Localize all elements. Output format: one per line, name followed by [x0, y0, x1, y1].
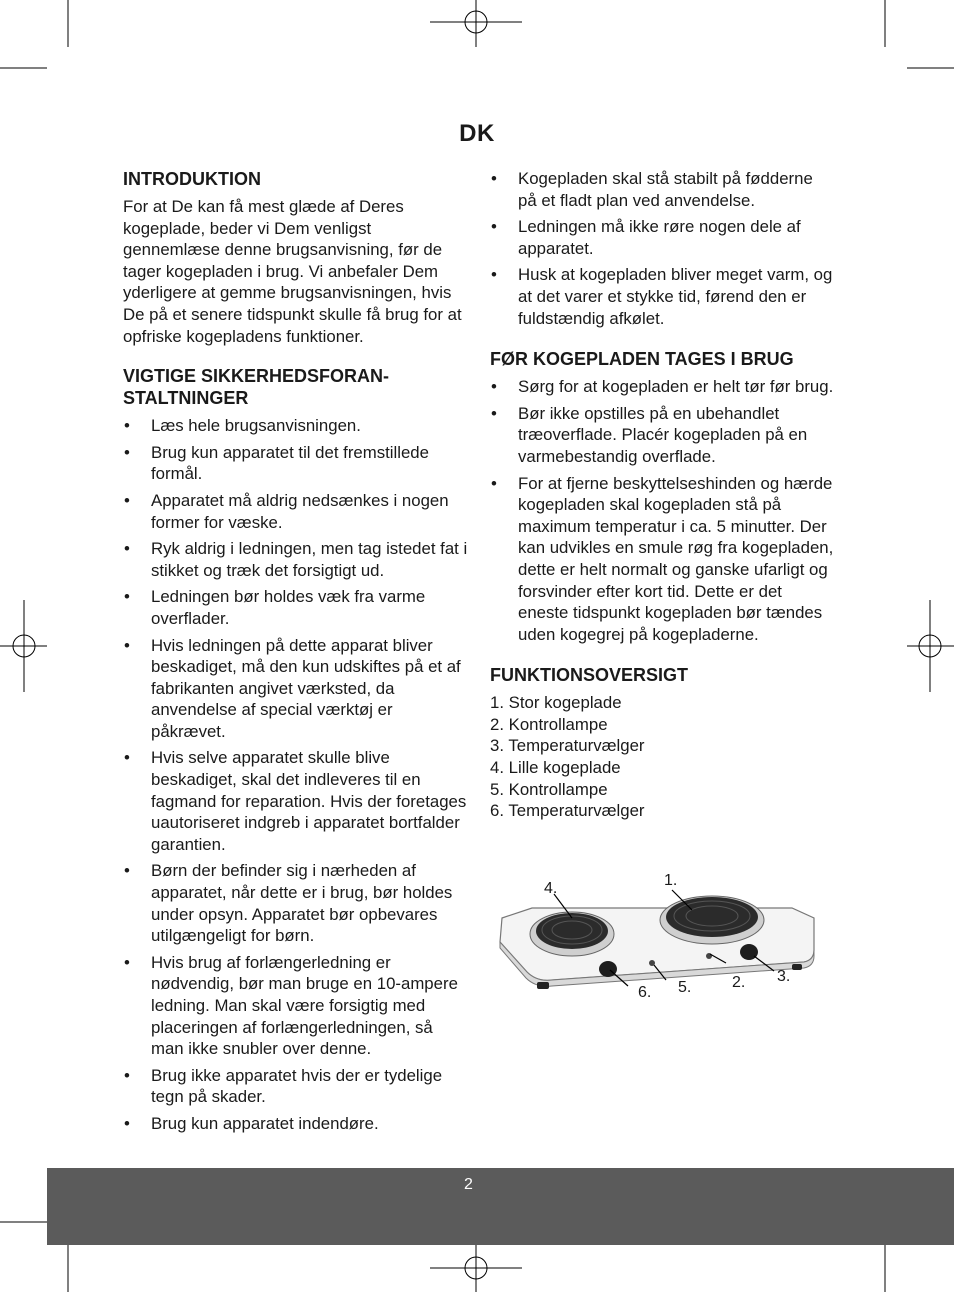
language-heading: DK	[459, 120, 495, 147]
bullet-glyph: •	[124, 1113, 130, 1133]
left-column	[123, 168, 468, 1140]
overview-item: 4. Lille kogeplade	[490, 758, 621, 778]
bullet-glyph: •	[491, 403, 497, 423]
bullet-glyph: •	[124, 442, 130, 462]
bullet-item	[490, 376, 835, 398]
bullet-item	[490, 473, 835, 646]
bullet-glyph: •	[124, 1065, 130, 1085]
overview-item: 1. Stor kogeplade	[490, 693, 622, 713]
safety-heading	[123, 365, 468, 409]
before-use-heading: FØR KOGEPLADEN TAGES I BRUG	[490, 349, 794, 370]
bullet-text: Børn der befinder sig i nærheden af apparatet, når dette er i brug, bør holdes under opsyn. Apparatet bør opbevares utilgængeligt for børn.	[151, 861, 453, 946]
intro-text: For at De kan få mest glæde af Deres kogeplade, beder vi Dem venligst gennemlæse denne brugsanvisning, før de tager kogepladen i brug. Vi anbefaler Dem yderligere at gemme brugsanvisningen, hvis De på et senere tidspunkt skulle få brug for at opfriske kogepladens funktioner.	[123, 197, 462, 346]
bullet-item	[123, 1113, 468, 1135]
page-number: 2	[464, 1176, 473, 1193]
bullet-text: Sørg for at kogepladen er helt tør før brug.	[518, 377, 834, 397]
figure-label-3: 3.	[777, 968, 791, 985]
overview-item: 3. Temperaturvælger	[490, 736, 645, 756]
bullet-item	[123, 415, 468, 437]
bullet-glyph: •	[491, 217, 497, 237]
before-use-list	[490, 376, 835, 645]
bullet-text: For at fjerne beskyttelseshinden og hærde kogepladen skal kogepladen stå på maximum temperatur i ca. 5 minutter. Der kan udvikles en smule røg fra kogepladen, dette er helt normalt og ganske ufarligt og forsvinder efter kort tid. Dette er det eneste tidspunkt kogepladen bør tændes uden kogegrej på kogepladerne.	[518, 473, 834, 644]
bullet-item	[123, 490, 468, 533]
bullet-glyph: •	[124, 861, 130, 881]
bullet-glyph: •	[124, 416, 130, 436]
bullet-item	[490, 168, 835, 211]
overview-item: 2. Kontrollampe	[490, 714, 608, 734]
bullet-glyph: •	[491, 169, 497, 188]
bullet-glyph: •	[124, 635, 130, 655]
bullet-glyph: •	[124, 587, 130, 607]
bullet-glyph: •	[124, 952, 130, 972]
overview-item: 5. Kontrollampe	[490, 779, 608, 799]
bullet-text: Brug kun apparatet til det fremstillede formål.	[151, 442, 429, 484]
bullet-text: Husk at kogepladen bliver meget varm, og at det varer et stykke tid, førend den er fuldstændig afkølet.	[518, 265, 833, 328]
bullet-text: Ryk aldrig i ledningen, men tag istedet fat i stikket og træk det forsigtigt ud.	[151, 539, 468, 580]
bullet-item	[490, 216, 835, 259]
bullet-text: Læs hele brugsanvisningen.	[151, 416, 361, 436]
bullet-text: Apparatet må aldrig nedsænkes i nogen former for væske.	[151, 490, 449, 532]
bullet-text: Ledningen må ikke røre nogen dele af apparatet.	[518, 217, 801, 258]
figure-label-6: 6.	[638, 984, 652, 1001]
bullet-item	[123, 952, 468, 1060]
bullet-text: Bør ikke opstilles på en ubehandlet træoverflade. Placér kogepladen på en varmebestandig overflade.	[518, 403, 808, 466]
intro-heading: INTRODUKTION	[123, 169, 261, 189]
safety-heading-line-1: VIGTIGE SIKKERHEDSFORAN-	[123, 366, 390, 387]
bullet-glyph: •	[124, 539, 130, 559]
bullet-text: Kogepladen skal stå stabilt på fødderne på et fladt plan ved anvendelse.	[518, 169, 813, 210]
bullet-text: Hvis brug af forlængerledning er nødvendig, bør man bruge en 10-ampere ledning. Man skal være forsigtig med placeringen af forlængerledningen, så man ikke snubler over denne.	[151, 952, 458, 1059]
figure-label-1: 1.	[664, 872, 678, 889]
footer-bar	[47, 1168, 954, 1245]
figure-label-4: 4.	[544, 880, 558, 897]
safety-list-continued	[490, 168, 835, 329]
bullet-text: Ledningen bør holdes væk fra varme overflader.	[151, 587, 426, 628]
overview-list	[490, 692, 835, 822]
bullet-item	[490, 264, 835, 329]
bullet-item	[123, 747, 468, 855]
bullet-item	[123, 442, 468, 485]
safety-heading-line-2: STALTNINGER	[123, 388, 249, 409]
bullet-item	[123, 860, 468, 946]
right-column	[490, 168, 835, 822]
bullet-text: Brug kun apparatet indendøre.	[151, 1113, 379, 1133]
bullet-item	[123, 586, 468, 629]
bullet-text: Brug ikke apparatet hvis der er tydelige tegn på skader.	[151, 1065, 443, 1107]
bullet-glyph: •	[491, 265, 497, 285]
bullet-item	[490, 403, 835, 468]
hotplate-drawing	[492, 870, 822, 1000]
hotplate-illustration	[492, 870, 822, 1000]
safety-list	[123, 415, 468, 1134]
figure-label-2: 2.	[732, 974, 746, 991]
bullet-glyph: •	[124, 490, 130, 510]
bullet-item	[123, 538, 468, 581]
overview-heading: FUNKTIONSOVERSIGT	[490, 665, 689, 686]
bullet-glyph: •	[124, 748, 130, 768]
bullet-text: Hvis ledningen på dette apparat bliver beskadiget, må den kun udskiftes på et af fabrikanten angivet værksted, da anvendelse af special værktøj er påkrævet.	[151, 635, 461, 741]
bullet-item	[123, 635, 468, 743]
bullet-glyph: •	[491, 377, 497, 397]
figure-label-5: 5.	[678, 979, 692, 996]
bullet-glyph: •	[491, 473, 497, 493]
bullet-text: Hvis selve apparatet skulle blive beskadiget, skal det indleveres til en fagmand for reparation. Hvis der foretages uautoriseret indgreb i apparatet bortfalder garantien.	[151, 748, 467, 854]
overview-item: 6. Temperaturvælger	[490, 801, 645, 821]
bullet-item	[123, 1065, 468, 1108]
